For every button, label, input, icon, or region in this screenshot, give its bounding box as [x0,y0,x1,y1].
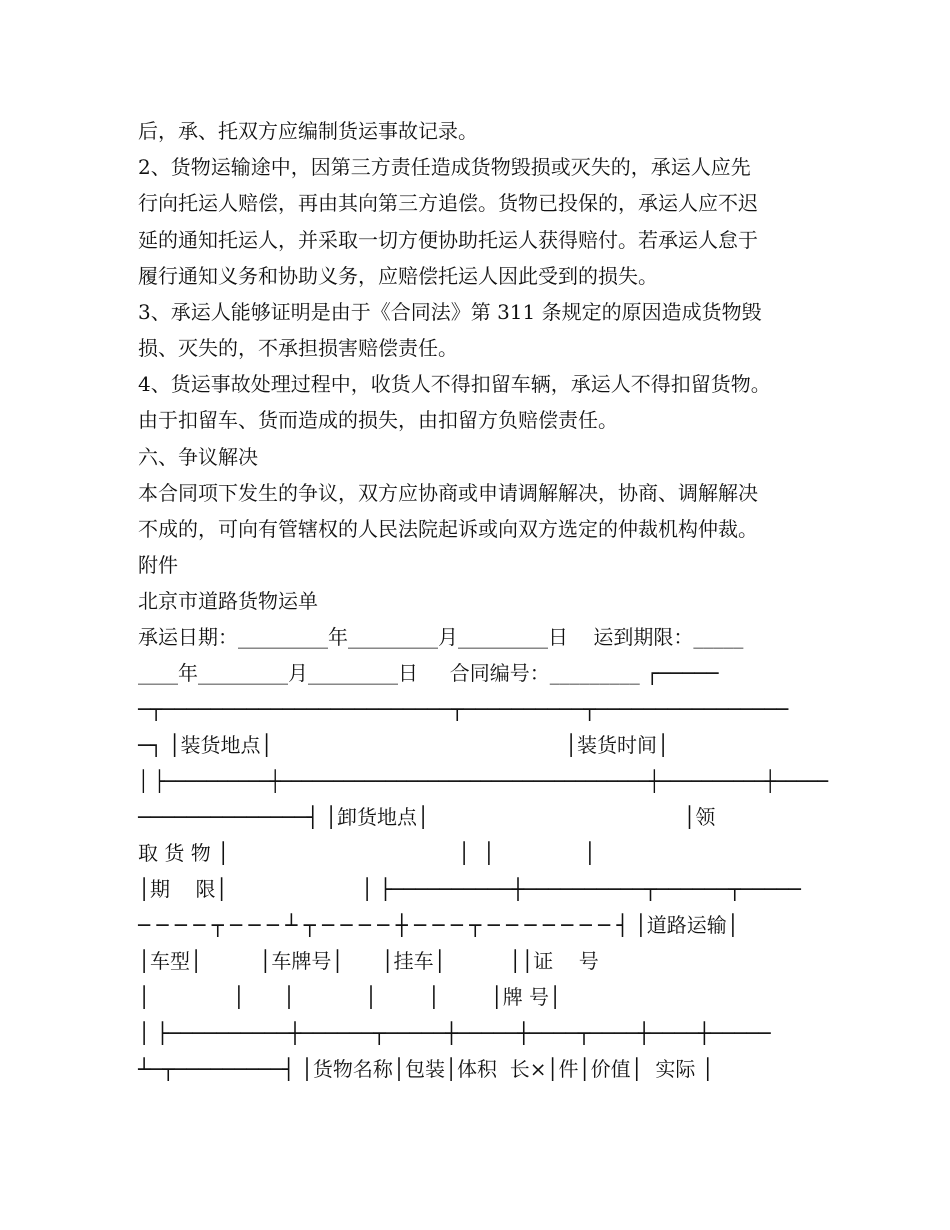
table-border-line: ─ ─ ─ ─ ┬ ─ ─ ─ ┴ ┬ ─ ─ ─ ─ ┼ ─ ─ ─ ┬ ─ ─ ─ ─ ─ ─ ─ ┤ │道路运输│ [138,913,739,937]
text-line: 3、承运人能够证明是由于《合同法》第 311 条规定的原因造成货物毁 [138,300,762,324]
table-row-line: 取 货 物 │ │ │ │ [138,841,596,865]
table-row-line: │期 限│ │ ├──────────┼──────────┬──────┬───── [138,877,801,901]
text-line: 4、货运事故处理过程中，收货人不得扣留车辆，承运人不得扣留货物。 [138,372,771,396]
text-line: 附件 [138,553,178,577]
table-border-line: ─┬────────────────────────┬──────────┬──────────────── [138,697,789,721]
table-border-line: │ ├──────────┼──────┬─────┼─────┼────┬────┼────┼───── [138,1021,771,1045]
text-line: 损、灭失的，不承担损害赔偿责任。 [138,336,458,360]
text-line: 后，承、托双方应编制货运事故记录。 [138,119,478,143]
text-line: 2、货物运输途中，因第三方责任造成货物毁损或灭失的，承运人应先 [138,155,751,179]
text-line: 延的通知托运人，并采取一切方便协助托运人获得赔付。若承运人怠于 [138,228,758,252]
table-border-line: │ ├──────────┼───────────────────────────────────┼──────────┼───── [138,769,829,793]
text-line: 本合同项下发生的争议，双方应协商或申请调解解决，协商、调解解决 [138,481,758,505]
table-row-line: ─┐ │装货地点│ │装货时间│ [138,733,670,757]
text-line: 行向托运人赔偿，再由其向第三方追偿。货物已投保的，承运人应不迟 [138,191,758,215]
text-line: 不成的，可向有管辖权的人民法院起诉或向双方选定的仲裁机构仲裁。 [138,517,758,541]
table-row-line: │车型│ │车牌号│ │挂车│ ││证 号 [138,949,599,973]
form-line: 承运日期：_________年_________月_________日 运到期限：_____ [138,625,744,649]
form-title: 北京市道路货物运单 [138,589,318,613]
text-line: 由于扣留车、货而造成的损失，由扣留方负赔偿责任。 [138,408,618,432]
section-heading: 六、争议解决 [138,445,258,469]
table-row-line: ──────────────┤ │卸货地点│ │领 [138,805,716,829]
form-line: ____年_________月_________日 合同编号：_________ ┌───── [138,661,719,685]
text-line: 履行通知义务和协助义务，应赔偿托运人因此受到的损失。 [138,264,658,288]
table-row-line: ┴─┬─────────┤ │货物名称│包装│体积 长×│件│价值│ 实际 │ [138,1057,714,1081]
table-row-line: │ │ │ │ │ │牌 号│ [138,985,562,1009]
